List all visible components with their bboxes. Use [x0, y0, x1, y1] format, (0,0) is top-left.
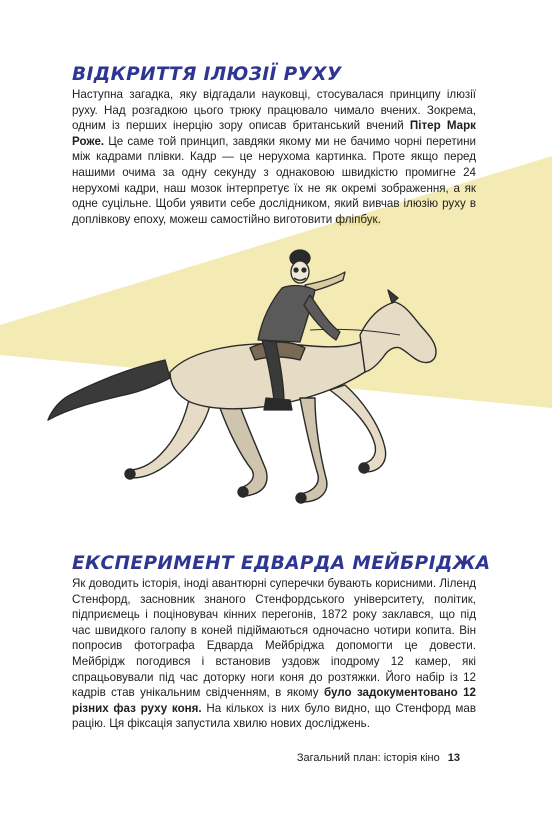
running-title: Загальний план: історія кіно [296, 752, 440, 764]
horse-hind-leg-2 [220, 406, 267, 496]
horse-hoof [125, 469, 135, 479]
horse-hoof-3 [359, 463, 369, 473]
page-footer [297, 752, 460, 764]
horse-hoof-4 [296, 493, 306, 503]
section-heading-experiment: ЕКСПЕРИМЕНТ ЕДВАРДА МЕЙБРІДЖА [72, 553, 491, 574]
bold-name: Пітер Марк Роже. [72, 119, 476, 148]
paragraph-illusion [72, 87, 476, 227]
rider-boot [264, 398, 292, 410]
horse-tail [48, 360, 170, 420]
page-number: 13 [447, 752, 460, 764]
paragraph-text-3: Як доводить історія, іноді авантюрні суперечки бувають корисними. Ліленд Стенфорд, засновник знаного Стенфордського університету, політик, підприємець і поціновувач кінних перегонів, 1872 року заклався, що під час швидкого галопу в коней підіймаються одночасно чотири копита. Він попросив фотографа Едварда Мейбріджа допомогти це довести. Мейбрідж погодився і встановив уздовж іподрому 12 камер, які спрацьовували під час доторку ноги коня до розтяжки. Його набір із 12 кадрів став унікальним свідченням, в якому [72, 577, 476, 700]
horse-front-leg-2 [300, 398, 327, 502]
bold-phrase: було задокументовано 12 різних фаз руху коня. [72, 686, 476, 715]
horse-hind-leg [128, 395, 210, 478]
section-heading-illusion: ВІДКРИТТЯ ІЛЮЗІЇ РУХУ [72, 64, 342, 85]
paragraph-experiment [72, 576, 476, 732]
paragraph-text: Наступна загадка, яку відгадали науковці, стосувалася принципу ілюзії руху. Над розгадкою цього трюку працювало чимало вчених. Зокрема, одним із перших інерцію зору описав британський вчений [72, 88, 476, 133]
paragraph-text-4: На кількох із них було видно, що Стенфорд мав рацію. Ця фіксація запустила хвилю нових досліджень. [72, 701, 476, 731]
highlighted-term: фліпбук. [335, 212, 381, 226]
horse-hoof-2 [238, 487, 248, 497]
paragraph-text-2: Це саме той принцип, завдяки якому ми не бачимо чорні перетини між кадрами плівки. Кадр — це нерухома картинка. Проте якщо перед нашими очима за одну секунду з однаковою швидкістю промигне 24 нерухомі кадри, наш мозок інтерпретує їх не як окремі зображення, а як одне суцільне. Щоби уявити себе дослідником, який вивчав ілюзію руху в доплівкову епоху, можеш самостійно виготовити [72, 134, 476, 226]
horse-front-leg [330, 385, 386, 472]
